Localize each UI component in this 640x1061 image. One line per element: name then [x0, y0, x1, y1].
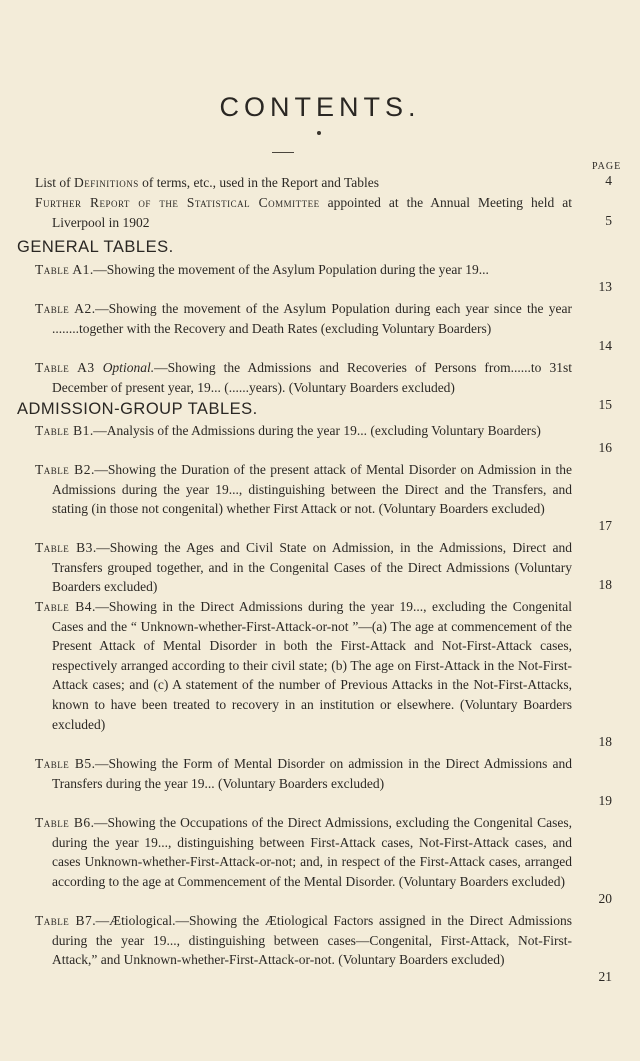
entry-text-b: of terms, etc., used in the Report and Tables	[138, 175, 379, 190]
entry-smallcaps: Definitions	[74, 175, 139, 190]
entry-smallcaps: Further Report of the Statistical Committee	[35, 195, 320, 210]
list-item-table-b3	[35, 538, 572, 597]
entry-text: .—Showing the Ages and Civil State on Admission, in the Admissions, Direct and Transfers grouped together, and in the Congenital Cases of the Direct Admissions (Voluntary Boarders excluded)	[52, 540, 572, 595]
list-item-table-b1	[35, 421, 572, 441]
list-item-definitions	[35, 173, 572, 193]
entry-text: —Showing the Admissions and Recoveries of Persons from......to 31st December of present year, 19... (......years). (Voluntary Boarders excluded)	[52, 360, 573, 395]
page-number: 4	[605, 173, 612, 188]
list-item-table-a3	[35, 358, 572, 397]
page-number: 19	[598, 793, 612, 808]
page-number: 20	[598, 891, 612, 906]
table-label: Table B7	[35, 913, 93, 928]
table-label: Table B4	[35, 599, 92, 614]
page-number: 18	[598, 734, 612, 749]
entry-text: .—Analysis of the Admissions during the year 19... (excluding Voluntary Boarders)	[89, 423, 541, 438]
list-item-table-b4	[35, 597, 572, 734]
table-label: Table A1	[35, 262, 90, 277]
page-number: 13	[598, 279, 612, 294]
table-label: Table B1	[35, 423, 90, 438]
entry-text: .—Showing the Form of Mental Disorder on admission in the Direct Admissions and Transfers during the year 19... (Voluntary Boarders excluded)	[52, 756, 573, 791]
table-label: Table B3	[35, 540, 93, 555]
page-number: 16	[598, 440, 612, 455]
table-label: Table B6	[35, 815, 91, 830]
entry-italic: Optional.	[102, 360, 155, 375]
section-heading-admission: ADMISSION-GROUP TABLES.	[17, 400, 258, 418]
table-label: Table B5	[35, 756, 92, 771]
table-label: Table B2	[35, 462, 91, 477]
list-item-table-a2	[35, 299, 572, 338]
page-number: 21	[598, 969, 612, 984]
page-number: 15	[598, 397, 612, 412]
page-number: 14	[598, 338, 612, 353]
entry-text: .—Showing the Duration of the present attack of Mental Disorder on Admission in the Admissions during the year 19..., distinguishing between the Direct and the Transfers, and stating (in those not congenital) whether First Attack or not. (Voluntary Boarders excluded)	[52, 462, 573, 517]
list-item-table-b2	[35, 460, 572, 519]
page-column-header: PAGE	[592, 161, 622, 172]
table-label: Table A3	[35, 360, 95, 375]
entry-text-b: appointed at the Annual Meeting held at Liverpool in 1902	[52, 195, 572, 230]
entry-text: .—Showing in the Direct Admissions during the year 19..., excluding the Congenital Cases and the “ Unknown-whether-First-Attack-or-not ”—(a) The age at commencement of the Present Attack of Mental Disorder in both the First-Attack and Not-First-Attack cases, respectively arranged according to their civil state; (b) The age on First-Attack in the Not-First-Attack cases; and (c) A statement of the number of Previous Attacks in the Not-First-Attacks, known to have been treated to recovery in an institution or elsewhere. (Voluntary Boarders excluded)	[52, 599, 573, 732]
entry-text: .—Showing the movement of the Asylum Population during the year 19...	[89, 262, 489, 277]
entry-text: .—Showing the Occupations of the Direct Admissions, excluding the Congenital Cases, during the year 19..., distinguishing between First-Attack cases, Not-First-Attack cases, and cases Unknown-whether-First-Attack-or-not; and, in respect of the First-Attack cases, arranged according to the age at Commencement of the Mental Disorder. (Voluntary Boarders excluded)	[52, 815, 573, 889]
page-number: 18	[598, 577, 612, 592]
list-item-table-b7	[35, 911, 572, 970]
page-number: 5	[605, 213, 612, 228]
list-item-table-a1	[35, 260, 572, 280]
list-item-further-report	[35, 193, 572, 232]
entry-text: .—Ætiological.—Showing the Ætiological Factors assigned in the Direct Admissions during the year 19..., distinguishing between cases—Congenital, First-Attack, Not-First-Attack,” and Unknown-whether-First-Attack-or-not. (Voluntary Boarders excluded)	[52, 913, 572, 968]
table-label: Table A2	[35, 301, 92, 316]
entry-text-a: List of	[35, 175, 74, 190]
title-ornament	[317, 131, 321, 135]
title-rule	[272, 152, 294, 153]
list-item-table-b6	[35, 813, 572, 891]
entry-text: .—Showing the movement of the Asylum Population during each year since the year ........together with the Recovery and Death Rates (excluding Voluntary Boarders)	[52, 301, 572, 336]
page-title: CONTENTS.	[219, 92, 421, 122]
section-heading-general: GENERAL TABLES.	[17, 238, 174, 256]
page-number: 17	[598, 518, 612, 533]
list-item-table-b5	[35, 754, 572, 793]
